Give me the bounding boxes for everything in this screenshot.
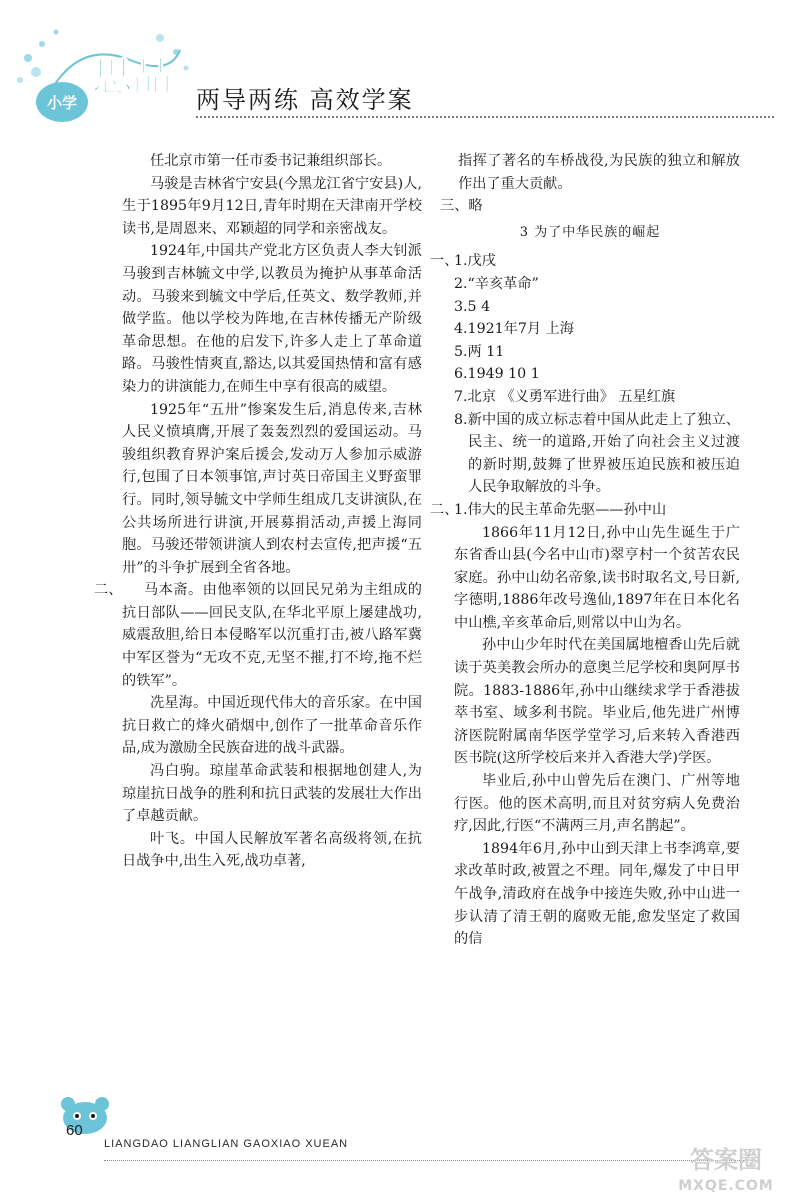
paragraph: 1924年,中国共产党北方区负责人李大钊派马骏到吉林毓文中学,以教员为掩护从事革命活动。马骏来到毓文中学后,任英文、数学教师,并做学监。他以学校为阵地,在吉林传播无产阶级革命思想。在他的启发下,许多人走上了革命道路。马骏性情爽直,豁达,以其爱国热情和富有感染力的讲演能力,在师生中享有很高的威望。	[122, 243, 422, 395]
page-number: 60	[66, 1122, 83, 1139]
right-column	[430, 150, 740, 951]
list-item: 5.两 11	[454, 343, 505, 360]
paragraph: 毕业后,孙中山曾先后在澳门、广州等地行医。他的医术高明,而且对贫穷病人免费治疗,因此,行医“不满两三月,声名鹊起”。	[454, 773, 740, 835]
watermark-line2: MXQE.COM	[678, 1178, 774, 1194]
badge-text: 小学	[46, 94, 78, 112]
paragraph: 孙中山少年时代在美国属地檀香山先后就读于英美教会所办的意奥兰尼学校和奥阿厚书院。1883-1886年,孙中山继续求学于香港拔萃书室、域多利书院。毕业后,他先进广州博济医院附属南华医学堂学习,后来转入香港西医书院(这所学校后来并入香港大学)学医。	[454, 637, 740, 767]
subsection-title: 1.伟大的民主革命先驱——孙中山	[454, 501, 667, 518]
paragraph: 指挥了著名的车桥战役,为民族的独立和解放作出了重大贡献。	[458, 153, 740, 192]
mascot-icon	[50, 1090, 120, 1140]
paragraph: 1925年“五卅”惨案发生后,消息传来,吉林人民义愤填膺,开展了轰轰烈烈的爱国运动。马骏组织教育界沪案后援会,发动万人参加示威游行,包围了日本领事馆,声讨英日帝国主义野蛮罪行。同时,领导毓文中学师生组成几支讲演队,在公共场所进行讲演,开展募捐活动,声援上海同胞。马骏还带领讲演人到农村去宣传,把声援“五卅”的斗争扩展到全省各地。	[122, 401, 422, 576]
watermark-line1: 答案圈	[690, 1146, 762, 1174]
brand-text: 思品	[92, 54, 172, 100]
section-marker: 二、	[94, 582, 123, 599]
header-divider	[196, 116, 774, 118]
brand-logo	[10, 20, 200, 130]
paragraph: 1894年6月,孙中山到天津上书李鸿章,要求改革时政,被置之不理。同年,爆发了中日甲午战争,清政府在战争中接连失败,孙中山进一步认清了清王朝的腐败无能,愈发坚定了救国的信	[454, 840, 740, 948]
lesson-title: 3 为了中华民族的崛起	[519, 224, 661, 240]
section-two-right	[430, 499, 740, 522]
answer-list	[430, 250, 740, 499]
paragraph: 叶飞。中国人民解放军著名高级将领,在抗日战争中,出生入死,战功卓著,	[122, 830, 422, 870]
list-item: 2.“辛亥革命”	[454, 275, 539, 292]
paragraph: 1866年11月12日,孙中山先生诞生于广东省香山县(今名中山市)翠亨村一个贫苦农民家庭。孙中山幼名帝象,读书时取名文,号日新,字德明,1886年改号逸仙,1897年在日本化名中山樵,辛亥革命后,则常以中山为名。	[454, 524, 740, 631]
list-item: 4.1921年7月 上海	[454, 321, 574, 338]
paragraph: 冼星海。中国近现代伟大的音乐家。在中国抗日救亡的烽火硝烟中,创作了一批革命音乐作品,成为激励全民族奋进的战斗武器。	[122, 695, 422, 757]
page-header	[0, 0, 810, 130]
section-three: 三、略	[440, 198, 483, 215]
footer-divider	[104, 1160, 744, 1161]
paragraph: 任北京市第一任市委书记兼组织部长。	[150, 153, 392, 169]
list-item: 1.戊戌	[454, 253, 496, 270]
section-marker: 二、	[430, 501, 459, 518]
paragraph: 马骏是吉林省宁安县(今黑龙江省宁安县)人,生于1895年9月12日,青年时期在天津南开学校读书,是周恩来、邓颖超的同学和亲密战友。	[122, 175, 422, 237]
paragraph: 马本斋。由他率领的以回民兄弟为主组成的抗日部队——回民支队,在华北平原上屡建战功,威震敌胆,给日本侵略军以沉重打击,被八路军冀中军区誉为“无攻不克,无坚不摧,打不垮,拖不烂的铁军”。	[122, 582, 422, 689]
left-column	[94, 150, 422, 873]
watermark-logo	[656, 1140, 796, 1196]
footer-pinyin: LIANGDAO LIANGLIAN GAOXIAO XUEAN	[104, 1138, 349, 1150]
list-item: 3.5 4	[454, 298, 491, 315]
header-title: 两导两练 高效学案	[196, 86, 414, 114]
list-item: 6.1949 10 1	[454, 366, 540, 383]
paragraph: 冯白驹。琼崖革命武装和根据地创建人,为琼崖抗日战争的胜利和抗日武装的发展壮大作出了卓越贡献。	[122, 763, 422, 825]
list-item: 7.北京 《义勇军进行曲》 五星红旗	[454, 388, 676, 405]
section-marker: 一、	[430, 253, 459, 270]
list-item: 8.新中国的成立标志着中国从此走上了独立、民主、统一的道路,开始了向社会主义过渡的新时期,鼓舞了世界被压迫民族和被压迫人民争取解放的斗争。	[454, 411, 740, 496]
section-two	[94, 579, 422, 692]
